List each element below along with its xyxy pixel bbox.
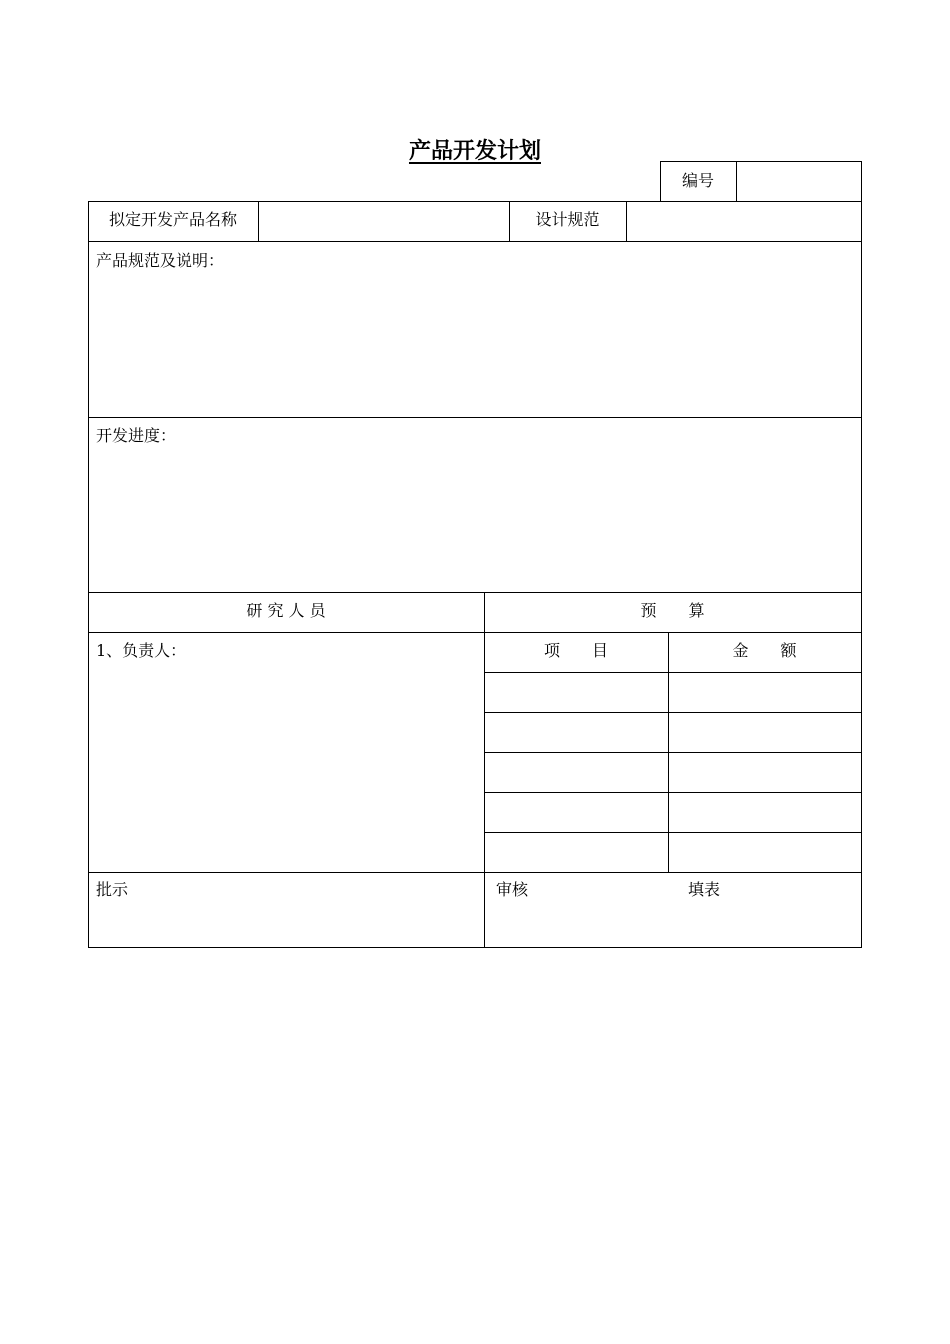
product-name-field[interactable] <box>259 202 509 241</box>
researchers-header: 研 究 人 员 <box>246 601 326 620</box>
number-field[interactable] <box>737 162 861 201</box>
number-label: 编号 <box>681 171 714 190</box>
budget-item-cell[interactable] <box>485 673 668 712</box>
budget-item-cell[interactable] <box>485 713 668 752</box>
budget-amount-header: 金 额 <box>732 641 797 660</box>
design-spec-field[interactable] <box>627 202 861 241</box>
budget-amount-cell[interactable] <box>669 673 861 712</box>
budget-item-cell[interactable] <box>485 793 668 832</box>
budget-amount-cell[interactable] <box>669 793 861 832</box>
product-name-label: 拟定开发产品名称 <box>108 210 237 229</box>
budget-item-cell[interactable] <box>485 833 668 872</box>
budget-amount-cell[interactable] <box>669 753 861 792</box>
design-spec-label: 设计规范 <box>535 210 600 229</box>
progress-label: 开发进度： <box>96 426 177 445</box>
review-label: 审核 <box>496 880 529 899</box>
budget-item-header: 项 目 <box>543 641 608 660</box>
page-title: 产品开发计划 <box>408 138 541 164</box>
budget-header: 预 算 <box>640 601 705 620</box>
lead-person-label: 1、负责人： <box>96 641 187 660</box>
instruction-label: 批示 <box>96 880 129 899</box>
spec-description-label: 产品规范及说明： <box>96 251 225 270</box>
filler-label: 填表 <box>688 880 721 899</box>
budget-amount-cell[interactable] <box>669 833 861 872</box>
budget-item-cell[interactable] <box>485 753 668 792</box>
budget-amount-cell[interactable] <box>669 713 861 752</box>
